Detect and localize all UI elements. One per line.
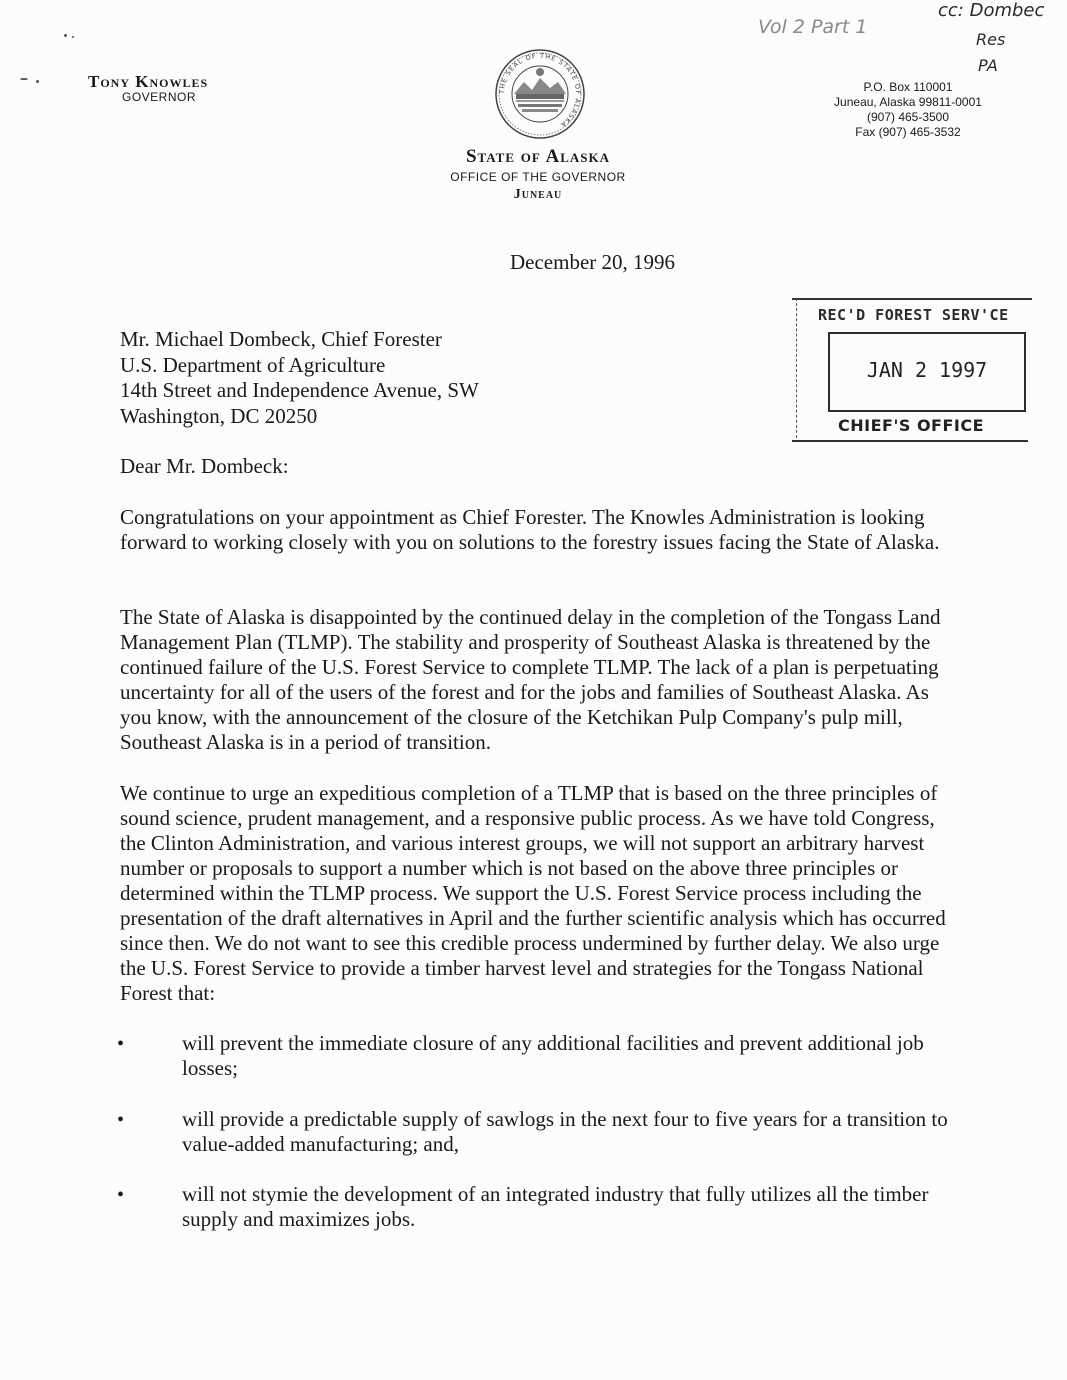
stamp-date: JAN 2 1997: [866, 358, 988, 382]
stamp-top-rule: [792, 298, 1032, 300]
handwritten-cc-note: cc: Dombec: [938, 0, 1045, 21]
stamp-footer: CHIEF'S OFFICE: [838, 416, 985, 435]
office-name: OFFICE OF THE GOVERNOR: [450, 170, 626, 184]
return-address: [820, 80, 996, 140]
recipient-line: 14th Street and Independence Avenue, SW: [120, 378, 479, 402]
stamp-bottom-rule: [792, 440, 1028, 442]
recipient-address: [120, 327, 479, 429]
speck: [64, 34, 67, 37]
state-name: State of Alaska: [465, 146, 611, 167]
speck: [72, 36, 74, 38]
seal-text: THE SEAL OF THE STATE OF ALASKA: [497, 51, 583, 130]
bullet-item: will not stymie the development of an integrated industry that fully utilizes all the timber supply and maximizes jobs.: [182, 1182, 929, 1231]
address-line: Juneau, Alaska 99811-0001: [834, 95, 982, 109]
body-paragraph: The State of Alaska is disappointed by the continued delay in the completion of the Tongass Land Management Plan (TLMP). The stability and prosperity of Southeast Alaska is threatened by the continued failure of the U.S. Forest Service to complete TLMP. The lack of a plan is perpetuating uncertainty for all of the users of the forest and for the jobs and families of Southeast Alaska. As you know, with the announcement of the closure of the Ketchikan Pulp Company's pulp mill, Southeast Alaska is in a period of transition.: [120, 605, 941, 754]
body-paragraph: Congratulations on your appointment as Chief Forester. The Knowles Administration is looking forward to working closely with you on solutions to the forestry issues facing the State of Alaska.: [120, 505, 940, 554]
stamp-date-box: [828, 332, 1026, 412]
handwritten-note-line2: Res: [976, 30, 1006, 49]
address-line: P.O. Box 110001: [863, 80, 953, 94]
speck: [36, 80, 39, 83]
address-line: Fax (907) 465-3532: [855, 125, 961, 139]
governor-name: Tony Knowles: [88, 72, 209, 91]
letter-date: December 20, 1996: [510, 250, 676, 274]
received-stamp: [792, 298, 1028, 446]
stamp-header: REC'D FOREST SERV'CE: [818, 306, 1009, 324]
recipient-line: U.S. Department of Agriculture: [120, 352, 386, 377]
salutation: Dear Mr. Dombeck:: [120, 454, 289, 478]
handwritten-note-line3: PA: [978, 56, 998, 75]
bullet-item: will prevent the immediate closure of any additional facilities and prevent additional job losses;: [182, 1031, 924, 1080]
governor-title: GOVERNOR: [122, 90, 197, 104]
state-seal-icon: [494, 48, 586, 140]
address-line: (907) 465-3500: [866, 110, 950, 124]
recipient-line: Washington, DC 20250: [120, 403, 318, 428]
bullet-icon: •: [117, 1033, 125, 1055]
bullet-item: will provide a predictable supply of sawlogs in the next four to five years for a transition to value-added manufacturing; and,: [182, 1107, 948, 1156]
show-through-mark: [190, 190, 220, 301]
speck: [20, 78, 28, 80]
stamp-left-rule: [796, 298, 797, 438]
bullet-icon: •: [117, 1184, 125, 1206]
city-name: Juneau: [513, 187, 563, 202]
body-paragraph: We continue to urge an expeditious completion of a TLMP that is based on the three principles of sound science, prudent management, and a responsive public process. As we have told Congress, the Clinton Administration, and various interest groups, we will not support an arbitrary harvest number or proposals to support a number which is not based on the above three principles or determined within the TLMP process. We support the U.S. Forest Service process including the presentation of the draft alternatives in April and the further scientific analysis which has occurred since then. We do not want to see this credible process undermined by further delay. We also urge the U.S. Forest Service to provide a timber harvest level and strategies for the Tongass National Forest that:: [120, 781, 946, 1005]
bullet-icon: •: [117, 1109, 125, 1131]
recipient-line: Mr. Michael Dombeck, Chief Forester: [120, 327, 442, 351]
handwritten-volume-note: Vol 2 Part 1: [758, 16, 868, 38]
